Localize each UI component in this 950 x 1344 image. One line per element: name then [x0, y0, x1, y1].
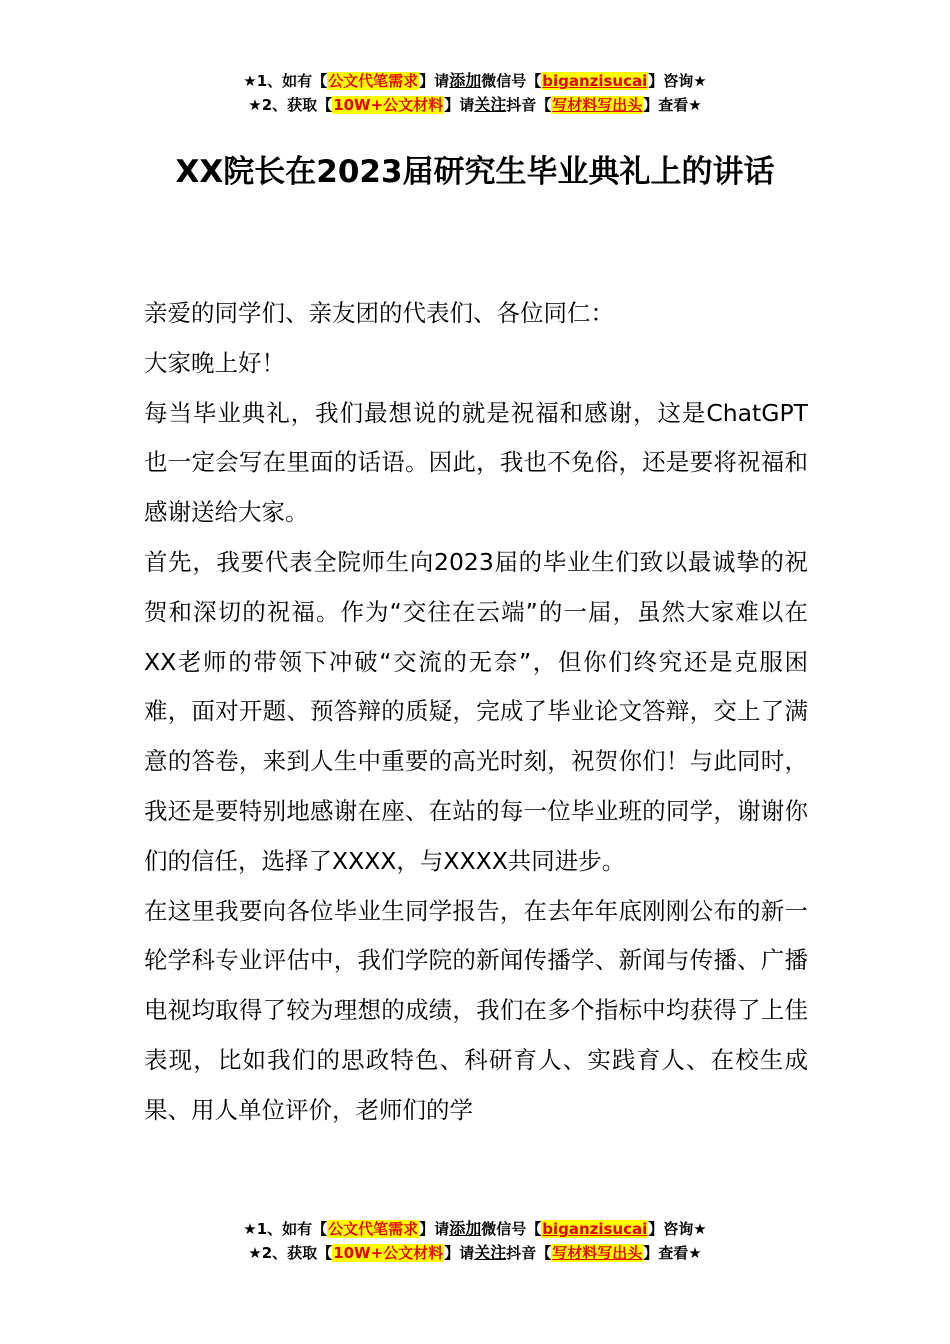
- paragraph-report: 在这里我要向各位毕业生同学报告，在去年年底刚刚公布的新一轮学科专业评估中，我们学院的新闻传播学、新闻与传播、广播电视均取得了较为理想的成绩，我们在多个指标中均获得了上佳表现，比如我们的思政特色、科研育人、实践育人、在校生成果、用人单位评价，老师们的学: [144, 896, 808, 1124]
- top-banner: [0, 69, 950, 117]
- banner-line-2: ★2、获取【10W+公文材料】请关注抖音【写材料写出头】查看★: [248, 95, 702, 114]
- banner-highlight-materials: 10W+公文材料: [333, 96, 444, 114]
- banner-line-2: ★2、获取【10W+公文材料】请关注抖音【写材料写出头】查看★: [248, 1243, 702, 1262]
- banner-line-1: ★1、如有【公文代笔需求】请添加微信号【biganzisucai】咨询★: [243, 71, 707, 90]
- paragraph-salutation: 亲爱的同学们、亲友团的代表们、各位同仁：: [144, 299, 614, 327]
- document-title: XX院长在2023届研究生毕业典礼上的讲话: [175, 154, 775, 190]
- bottom-banner: [0, 1217, 950, 1265]
- banner-line-1: ★1、如有【公文代笔需求】请添加微信号【biganzisucai】咨询★: [243, 1219, 707, 1238]
- document-body: [144, 289, 808, 1136]
- paragraph-congratulations: 首先，我要代表全院师生向2023届的毕业生们致以最诚挚的祝贺和深切的祝福。作为“交往在云端”的一届，虽然大家难以在XX老师的带领下冲破“交流的无奈”，但你们终究还是克服困难，面对开题、预答辩的质疑，完成了毕业论文答辩，交上了满意的答卷，来到人生中重要的高光时刻，祝贺你们！与此同时，我还是要特别地感谢在座、在站的每一位毕业班的同学，谢谢你们的信任，选择了XXXX，与XXXX共同进步。: [144, 547, 808, 875]
- banner-douyin-id: 写材料写出头: [552, 1244, 643, 1262]
- banner-wechat-id: biganzisucai: [542, 72, 648, 90]
- banner-highlight-service: 公文代笔需求: [328, 72, 419, 90]
- banner-wechat-id: biganzisucai: [542, 1220, 648, 1238]
- paragraph-greeting: 大家晚上好！: [144, 348, 285, 377]
- banner-highlight-service: 公文代笔需求: [328, 1220, 419, 1238]
- banner-highlight-materials: 10W+公文材料: [333, 1244, 444, 1262]
- banner-douyin-id: 写材料写出头: [552, 96, 643, 114]
- paragraph-intro: 每当毕业典礼，我们最想说的就是祝福和感谢，这是ChatGPT也一定会写在里面的话语。因此，我也不免俗，还是要将祝福和感谢送给大家。: [144, 398, 808, 527]
